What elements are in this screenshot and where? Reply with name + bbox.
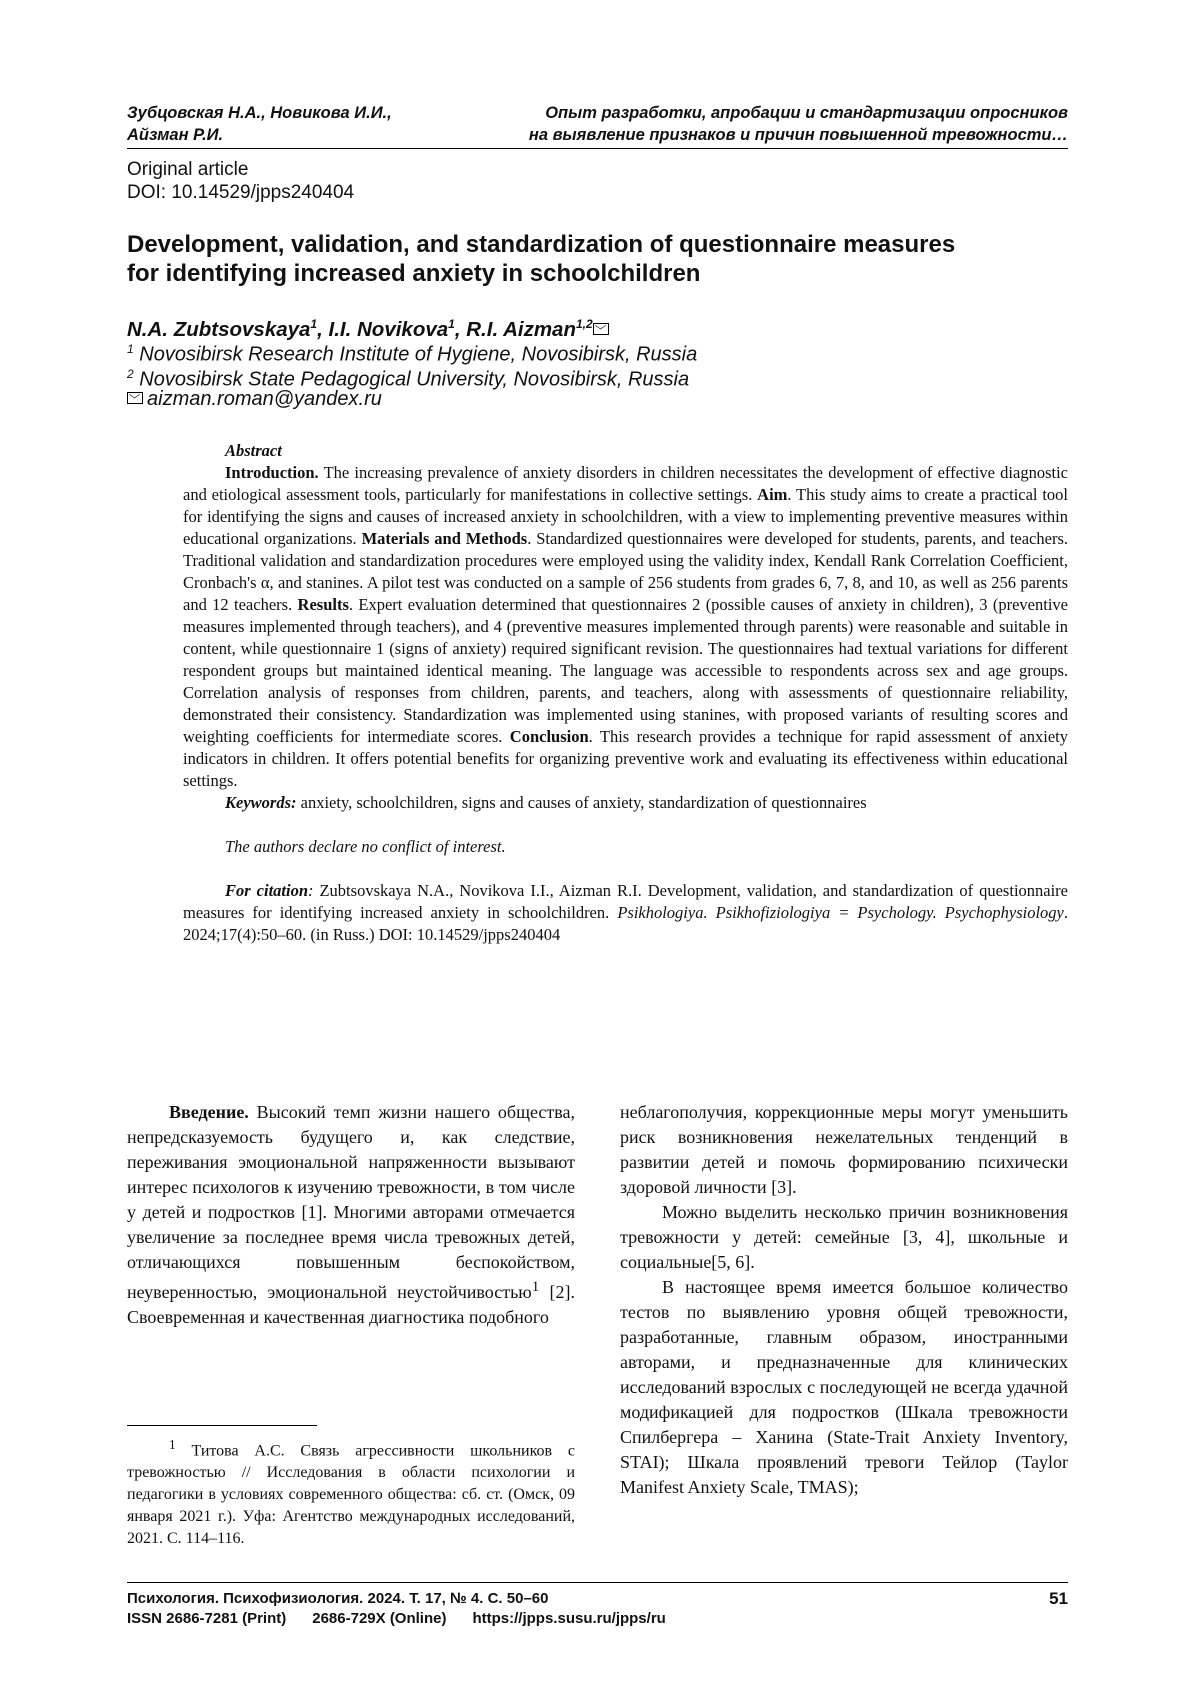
body-column-right bbox=[620, 1100, 1068, 1500]
page-footer bbox=[127, 1582, 1068, 1629]
journal-info: Психология. Психофизиология. 2024. Т. 17, № 4. С. 50–60 bbox=[127, 1589, 1068, 1609]
abstract bbox=[183, 440, 1068, 946]
author-name: I.I. Novikova bbox=[329, 318, 449, 341]
footnote-divider bbox=[127, 1425, 317, 1426]
doi: DOI: 10.14529/jpps240404 bbox=[127, 181, 354, 204]
body-paragraph: Введение. Высокий темп жизни нашего общества, непредсказуемость будущего и, как следствие, переживания эмоциональной напряженности вызывают интерес психологов к изучению тревожности, в том числе у детей и подростков [1]. Многими авторами отмечается увеличение за последнее время числа тревожных детей, отличающихся повышенным беспокойством, неуверенностью, эмоциональной неустойчивостью1 [2]. Своевременная и качественная диагностика подобного bbox=[127, 1100, 575, 1330]
author-name: R.I. Aizman bbox=[466, 318, 576, 341]
article-type: Original article bbox=[127, 158, 354, 181]
article-meta bbox=[127, 158, 354, 204]
conflict-statement: The authors declare no conflict of interest. bbox=[183, 836, 1068, 858]
journal-url[interactable]: https://jpps.susu.ru/jpps/ru bbox=[472, 1610, 665, 1627]
body-paragraph: неблагополучия, коррекционные меры могут уменьшить риск возникновения нежелательных тенденций в развитии детей и помочь формированию психически здоровой личности [3]. bbox=[620, 1100, 1068, 1200]
body-paragraph: В настоящее время имеется большое количество тестов по выявлению уровня общей тревожности, разработанные, главным образом, иностранными авторами, и предназначенные для клинических исследований взрослых с последующей не всегда удачной модификацией для подростков (Шкала тревожности Спилбергера – Ханина (State-Trait Anxiety Inventory, STAI); Шкала проявлений тревоги Тейлор (Taylor Manifest Anxiety Scale, TMAS); bbox=[620, 1275, 1068, 1500]
footnote-ref[interactable]: 1 bbox=[532, 1279, 540, 1295]
body-column-left bbox=[127, 1100, 575, 1330]
keywords: Keywords: anxiety, schoolchildren, signs and causes of anxiety, standardization of questionnaires bbox=[183, 792, 1068, 814]
author-email[interactable]: aizman.roman@yandex.ru bbox=[127, 387, 382, 412]
author-name: N.A. Zubtsovskaya bbox=[127, 318, 310, 341]
envelope-icon bbox=[127, 392, 143, 404]
author-list: N.A. Zubtsovskaya1, I.I. Novikova1, R.I. Aizman1,2 bbox=[127, 312, 613, 342]
footnote: 1 Титова А.С. Связь агрессивности школьников с тревожностью // Исследования в области психологии и педагогики в условиях современного общества: сб. ст. (Омск, 09 января 2021 г.). Уфа: Агентство международных исследований, 2021. С. 114–116. bbox=[127, 1434, 575, 1550]
affiliation: 1 Novosibirsk Research Institute of Hygiene, Novosibirsk, Russia bbox=[127, 337, 697, 368]
body-paragraph: Можно выделить несколько причин возникновения тревожности у детей: семейные [3, 4], школьные и социальные[5, 6]. bbox=[620, 1200, 1068, 1275]
citation: For citation: Zubtsovskaya N.A., Novikova I.I., Aizman R.I. Development, validation, and standardization of questionnaire measures for identifying increased anxiety in schoolchildren. Psikhologiya. Psikhofiziologiya = Psychology. Psychophysiology. 2024;17(4):50–60. (in Russ.) DOI: 10.14529/jpps240404 bbox=[183, 880, 1068, 946]
issn-line: ISSN 2686-7281 (Print) 2686-729X (Online) https://jpps.susu.ru/jpps/ru bbox=[127, 1609, 1068, 1629]
running-header-title: Опыт разработки, апробации и стандартизации опросников на выявление признаков и причин повышенной тревожности… bbox=[448, 102, 1068, 146]
running-header bbox=[127, 102, 1068, 149]
abstract-heading: Abstract bbox=[183, 440, 1068, 462]
page-number: 51 bbox=[1049, 1589, 1068, 1609]
envelope-icon bbox=[593, 323, 609, 335]
affiliation: 2 Novosibirsk State Pedagogical University, Novosibirsk, Russia bbox=[127, 362, 689, 393]
article-title: Development, validation, and standardization of questionnaire measures for identifying increased anxiety in schoolchildren bbox=[127, 230, 1057, 288]
running-header-authors: Зубцовская Н.А., Новикова И.И., Айзман Р.И. bbox=[127, 102, 447, 146]
abstract-body: Introduction. The increasing prevalence of anxiety disorders in children necessitates the development of effective diagnostic and etiological assessment tools, particularly for manifestations in collective settings. Aim. This study aims to create a practical tool for identifying the signs and causes of increased anxiety in schoolchildren, with a view to implementing preventive measures within educational organizations. Materials and Methods. Standardized questionnaires were developed for students, parents, and teachers. Traditional validation and standardization procedures were employed using the validity index, Kendall Rank Correlation Coefficient, Cronbach's α, and stanines. A pilot test was conducted on a sample of 256 students from grades 6, 7, 8, and 10, as well as 256 parents and 12 teachers. Results. Expert evaluation determined that questionnaires 2 (possible causes of anxiety in children), 3 (preventive measures implemented through teachers), and 4 (preventive measures implemented through parents) were reasonable and suitable in content, while questionnaire 1 (signs of anxiety) required significant revision. The questionnaires had textual variations for different respondent groups but maintained identical meaning. The language was accessible to respondents across sex and age groups. Correlation analysis of responses from children, parents, and teachers, along with assessments of questionnaire reliability, demonstrated their consistency. Standardization was implemented using stanines, with proposed variants of resulting scores and weighting coefficients for intermediate scores. Conclusion. This research provides a technique for rapid assessment of anxiety indicators in children. It offers potential benefits for organizing preventive work and evaluating its effectiveness within educational settings. bbox=[183, 462, 1068, 792]
